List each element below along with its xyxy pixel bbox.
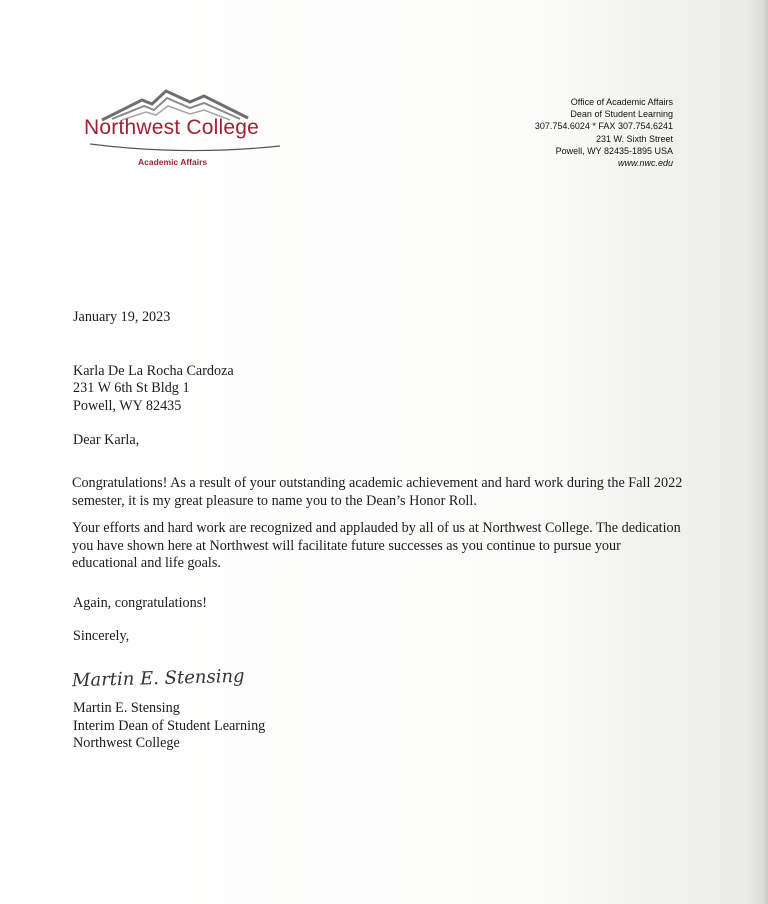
contact-department: Dean of Student Learning (570, 109, 673, 120)
closing-line: Again, congratulations! (73, 595, 207, 611)
recipient-name: Karla De La Rocha Cardoza (73, 363, 234, 379)
contact-website: www.nwc.edu (617, 158, 673, 169)
salutation: Dear Karla, (73, 432, 140, 448)
contact-block (535, 96, 673, 169)
signer-title: Interim Dean of Student Learning (73, 718, 266, 734)
body-paragraph-2: Your efforts and hard work are recognized and applauded by all of us at Northwest College. The dedication you have shown here at Northwest will facilitate future successes as you continue to pursue your educational and life goals. (72, 520, 681, 571)
contact-office: Office of Academic Affairs (570, 97, 673, 107)
contact-city: Powell, WY 82435-1895 USA (555, 145, 673, 156)
contact-street: 231 W. Sixth Street (595, 133, 673, 144)
logo-swoosh-icon (90, 142, 280, 154)
letter-date: January 19, 2023 (73, 309, 171, 325)
signer-name: Martin E. Stensing (73, 700, 180, 716)
contact-phone-fax: 307.754.6024 * FAX 307.754.6241 (534, 121, 673, 132)
recipient-address-line2: Powell, WY 82435 (73, 398, 182, 414)
sign-off: Sincerely, (73, 628, 130, 644)
body-paragraph-1: Congratulations! As a result of your outstanding academic achievement and hard work during the Fall 2022 semester, it is my great pleasure to name you to the Dean’s Honor Roll. (72, 475, 683, 509)
logo-subtitle: Academic Affairs (138, 157, 208, 167)
handwritten-signature: Martin E. Stensing (71, 665, 245, 692)
logo-college-name: Northwest College (84, 116, 259, 139)
college-logo (80, 88, 290, 178)
page-edge-shadow (762, 0, 768, 904)
signer-organization: Northwest College (73, 735, 180, 751)
recipient-address-line1: 231 W 6th St Bldg 1 (73, 380, 190, 396)
